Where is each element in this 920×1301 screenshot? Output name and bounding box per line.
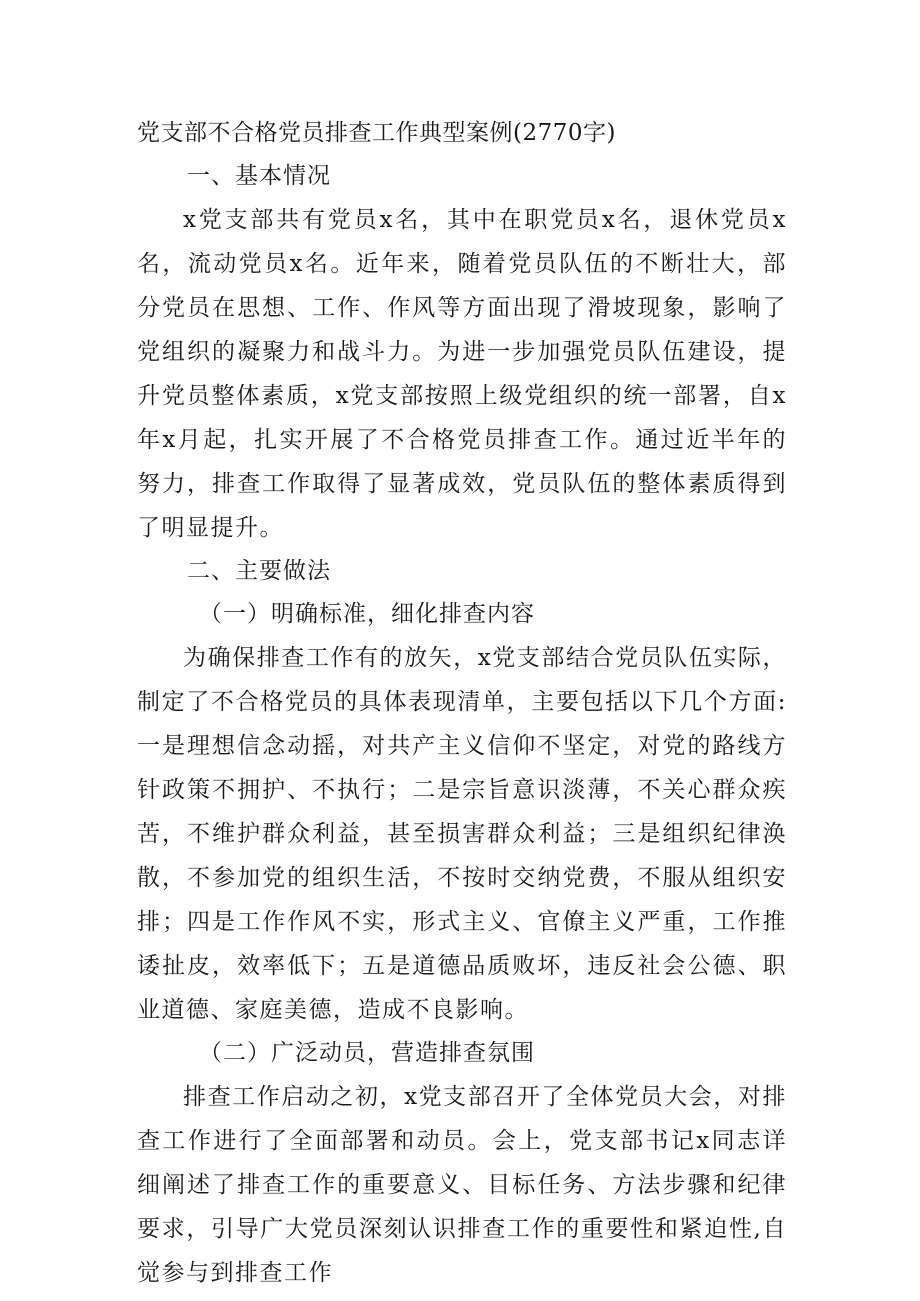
section-heading-basic-situation: 一、基本情况 (187, 163, 331, 189)
document-title: 党支部不合格党员排查工作典型案例(2770字) (137, 120, 616, 146)
document-page (137, 112, 787, 1295)
subsection-paragraph-mobilization: 排查工作启动之初，x党支部召开了全体党员大会，对排查工作进行了全面部署和动员。会上，党支部书记x同志详细阐述了排查工作的重要意义、目标任务、方法步骤和纪律要求，引导广大党员深刻认识排查工作的重要性和紧迫性,自觉参与到排查工作 (137, 1084, 787, 1286)
subsection-paragraph-standards: 为确保排查工作有的放矢，x党支部结合党员队伍实际，制定了不合格党员的具体表现清单，主要包括以下几个方面:一是理想信念动摇，对共产主义信仰不坚定，对党的路线方针政策不拥护、不执行；二是宗旨意识淡薄，不关心群众疾苦，不维护群众利益，甚至损害群众利益；三是组织纪律涣散，不参加党的组织生活，不按时交纳党费，不服从组织安排；四是工作作风不实，形式主义、官僚主义严重，工作推诿扯皮，效率低下；五是道德品质败坏，违反社会公德、职业道德、家庭美德，造成不良影响。 (137, 645, 787, 1023)
section-paragraph-basic-situation: x党支部共有党员x名，其中在职党员x名，退休党员x名，流动党员x名。近年来，随着党员队伍的不断壮大，部分党员在思想、工作、作风等方面出现了滑坡现象，影响了党组织的凝聚力和战斗力。为进一步加强党员队伍建设，提升党员整体素质，x党支部按照上级党组织的统一部署，自x年x月起，扎实开展了不合格党员排查工作。通过近半年的努力，排查工作取得了显著成效，党员队伍的整体素质得到了明显提升。 (137, 207, 787, 541)
subsection-heading-standards: （一）明确标准，细化排查内容 (199, 601, 535, 627)
section-heading-main-practices: 二、主要做法 (187, 558, 331, 584)
subsection-heading-mobilization: （二）广泛动员，营造排查氛围 (199, 1040, 535, 1066)
